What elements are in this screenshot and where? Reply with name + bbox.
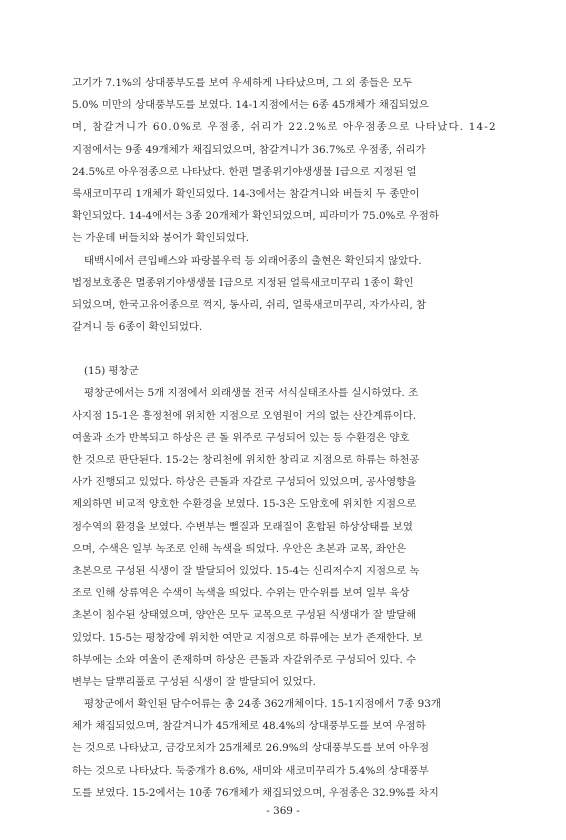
text-line: 조로 인해 상류역은 수색이 녹색을 띄었다. 수위는 만수위를 보여 일부 육상 <box>72 587 410 600</box>
paragraph-pyeongchang-sites <box>72 382 496 693</box>
text-line: 법정보호종은 멸종위기야생생물 Ⅰ급으로 지정된 얼룩새코미꾸리 1종이 확인 <box>72 276 414 289</box>
text-line: 5.0% 미만의 상대풍부도를 보였다. 14-1지점에서는 6종 45개체가 채집되었으 <box>72 99 429 112</box>
text-line: 확인되었다. 14-4에서는 3종 20개체가 확인되었으며, 피라미가 75.0%로 우점하 <box>72 210 439 223</box>
text-line: 체가 채집되었으며, 참갈겨니가 45개체로 48.4%의 상대풍부도를 보여 우점하 <box>72 720 426 733</box>
text-line: 24.5%로 아우점종으로 나타났다. 한편 멸종위기야생생물 Ⅰ급으로 지정된 얼 <box>72 165 417 178</box>
text-line: 하부에는 소와 여울이 존재하며 하상은 큰돌과 자갈위주로 구성되어 있다. 수 <box>72 653 417 666</box>
text-line: 정수역의 환경을 보였다. 수변부는 뻘질과 모래질이 혼합된 하상상태를 보였 <box>72 520 413 533</box>
text-line: 도를 보였다. 15-2에서는 10종 76개체가 채집되었으며, 우점종은 32.9%를 차지 <box>72 786 439 799</box>
text-line: 는 가운데 버들치와 붕어가 확인되었다. <box>72 232 250 245</box>
page-number: - 369 - <box>266 805 300 817</box>
text-line: 평창군에서는 5개 지점에서 외래생물 전국 서식실태조사를 실시하였다. 조 <box>84 387 419 400</box>
paragraph-taebaek-protected-species <box>72 250 496 339</box>
text-line: 변부는 달뿌리풀로 구성된 식생이 잘 발달되어 있었다. <box>72 675 316 688</box>
text-line: 으며, 수색은 일부 녹조로 인해 녹색을 띄었다. 우안은 초본과 교목, 좌안은 <box>72 542 407 555</box>
text-line: 사지점 15-1은 흥정천에 위치한 지점으로 오염원이 거의 없는 산간계류이다. <box>72 409 417 422</box>
document-page <box>72 72 496 804</box>
text-line: 한 것으로 판단된다. 15-2는 창리천에 위치한 창리교 지점으로 하류는 하천공 <box>72 454 420 466</box>
text-line: 룩새코미꾸리 1개체가 확인되었다. 14-3에서는 참갈겨니와 버들치 두 종만이 <box>72 187 420 200</box>
text-line: 초본이 침수된 상태였으며, 양안은 모두 교목으로 구성된 식생대가 잘 발달해 <box>72 609 417 622</box>
paragraph-pyeongchang-fish-results <box>72 693 496 804</box>
text-line: 지점에서는 9종 49개체가 채집되었으며, 참갈겨니가 36.7%로 우점종, 쉬리가 <box>72 143 426 156</box>
text-line: 고기가 7.1%의 상대풍부도를 보여 우세하게 나타났으며, 그 외 종들은 모두 <box>72 77 413 89</box>
text-line: 는 것으로 나타났고, 금강모치가 25개체로 26.9%의 상대풍부도를 보여 아우점 <box>72 742 429 755</box>
paragraph-taebaek-fish-results <box>72 72 496 250</box>
text-line: 초본으로 구성된 식생이 잘 발달되어 있었다. 15-4는 신리저수지 지점으로 녹 <box>72 564 420 577</box>
text-line: 평창군에서 확인된 담수어류는 총 24종 362개체이다. 15-1지점에서 7종 93개 <box>84 698 441 711</box>
text-line: 있었다. 15-5는 평창강에 위치한 여만교 지점으로 하류에는 보가 존재한다. 보 <box>72 631 423 644</box>
text-line: 사가 진행되고 있었다. 하상은 큰돌과 자갈로 구성되어 있었으며, 공사영향을 <box>72 476 417 489</box>
text-line: 여울과 소가 반복되고 하상은 큰 돌 위주로 구성되어 있는 등 수환경은 양호 <box>72 431 410 444</box>
text-line: 제외하면 비교적 양호한 수환경을 보였다. 15-3은 도암호에 위치한 지점으로 <box>72 498 417 511</box>
text-line: 되었으며, 한국고유어종으로 꺽지, 동사리, 쉬리, 얼룩새코미꾸리, 자가사리, 참 <box>72 298 427 311</box>
section-spacer <box>72 338 496 360</box>
text-line: 하는 것으로 나타났다. 둑중개가 8.6%, 새미와 새코미꾸리가 5.4%의 상대풍부 <box>72 764 429 777</box>
text-line: 며, 참갈겨니가 60.0%로 우점종, 쉬리가 22.2%로 아우점종으로 나타났다. 14-2 <box>72 121 497 134</box>
text-line: 태백시에서 큰입배스와 파랑볼우럭 등 외래어종의 출현은 확인되지 않았다. <box>84 254 422 267</box>
section-heading: (15) 평창군 <box>84 365 139 378</box>
text-line: 갈겨니 등 6종이 확인되었다. <box>72 321 203 334</box>
